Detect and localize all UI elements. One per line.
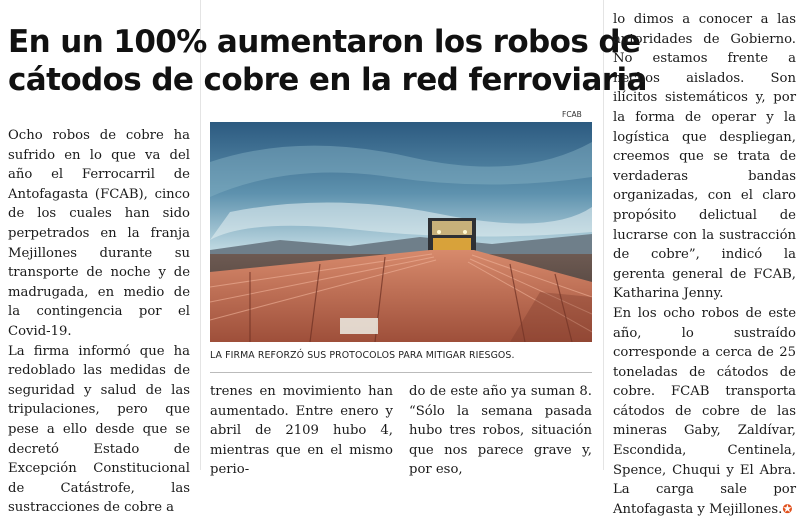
column-4: [613, 10, 796, 519]
photo-credit: FCAB: [562, 110, 582, 119]
column-2: [210, 382, 393, 480]
headline: [8, 23, 647, 99]
end-of-article-icon: ✪: [782, 501, 793, 516]
paragraph-text: En los ocho robos de este año, lo sustraído corresponde a cerca de 25 toneladas de cátodos de cobre. FCAB transporta cátodos de cobre de las mineras Gaby, Zaldívar, Escondida, Centinela, Spence, Chuqui y El Abra. La carga sale por Antofagasta y Mejillones.: [613, 305, 796, 517]
photo-caption: LA FIRMA REFORZÓ SUS PROTOCOLOS PARA MITIGAR RIESGOS.: [210, 350, 515, 361]
paragraph: trenes en movimiento han aumentado. Entre enero y abril de 2109 hubo 4, mientras que en el mismo perio-: [210, 384, 393, 478]
paragraph: do de este año ya suman 8. “Sólo la semana pasada hubo tres robos, situación que nos parece grave y, por eso,: [409, 384, 592, 478]
paragraph: Ocho robos de cobre ha sufrido en lo que va del año el Ferrocarril de Antofagasta (FCAB), cinco de los cuales han sido perpetrados en la franja Mejillones durante su transporte de noche y de madrugada, en medio de la contingencia por el Covid-19.: [8, 128, 190, 339]
train-photo: [210, 122, 592, 342]
caption-divider: [210, 372, 592, 373]
paragraph: [613, 304, 796, 519]
headline-line-2: cátodos de cobre en la red ferroviaria: [8, 61, 647, 98]
column-1: [8, 126, 190, 518]
paragraph: La firma informó que ha redoblado las medidas de seguridad y salud de las tripulaciones, pero que pese a ello desde que se decretó Estado de Excepción Constitucional de Catástrofe, las sustracciones de cobre a: [8, 343, 190, 516]
locomotive: [428, 218, 476, 254]
headline-line-1: En un 100% aumentaron los robos de: [8, 23, 641, 60]
column-3: [409, 382, 592, 480]
paragraph: lo dimos a conocer a las autoridades de Gobierno. No estamos frente a hechos aislados. Son ilícitos sistemáticos y, por la forma de operar y la logística que despliegan, creemos que se trata de verdaderas bandas organizadas, con el claro propósito delictual de lucrarse con la sustracción de cobre”, indicó la gerenta general de FCAB, Katharina Jenny.: [613, 12, 796, 302]
